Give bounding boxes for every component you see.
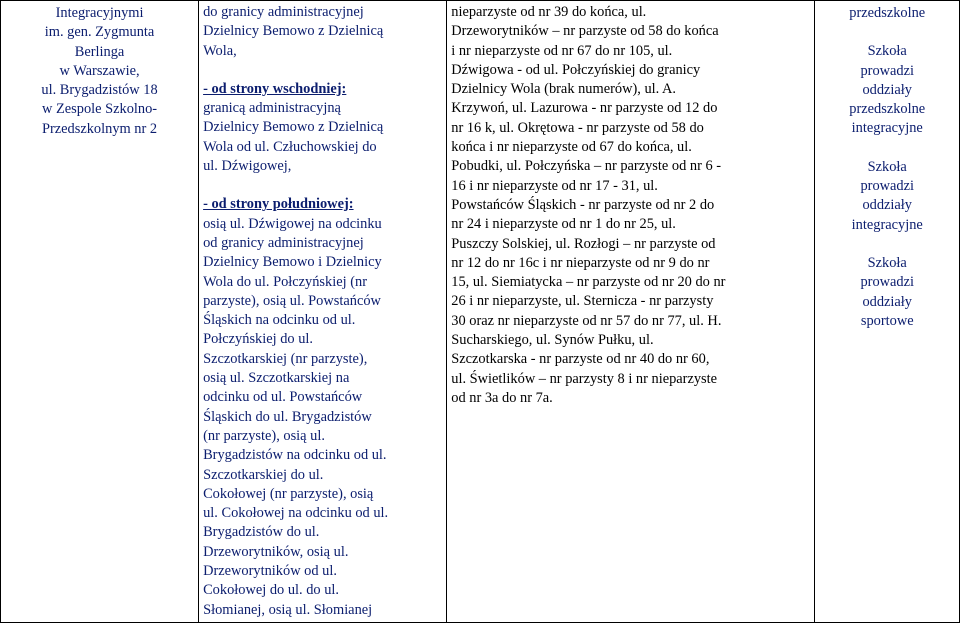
street-line: Krzywoń, ul. Lazurowa - nr parzyste od 12 do <box>451 100 718 117</box>
street-line: ul. Świetlików – nr parzysty 8 i nr nieparzyste <box>451 370 718 387</box>
street-line: końca i nr nieparzyste od 67 do końca, ul. <box>451 139 692 156</box>
spacer <box>819 23 955 42</box>
boundary-line: Wola do ul. Połczyńskiej (nr <box>203 273 367 290</box>
boundary-line: do granicy administracyjnej <box>203 4 364 20</box>
type-line: oddziały <box>862 293 913 310</box>
boundary-line: parzyste), osią ul. Powstańców <box>203 292 381 309</box>
street-line: nr 16 k, ul. Okrętowa - nr parzyste od 58 do <box>451 119 704 136</box>
boundary-line: Brygadzistów na odcinku od ul. <box>203 447 387 464</box>
boundaries-cell <box>199 1 447 623</box>
street-line: Dźwigowa - od ul. Połczyńskiej do granicy <box>451 61 701 78</box>
type-line: przedszkolne <box>849 5 926 21</box>
street-line: 26 i nr nieparzyste, ul. Sternicza - nr parzysty <box>451 293 714 310</box>
boundary-line: ul. Dźwigowej, <box>203 158 292 175</box>
type-line: przedszkolne <box>849 101 926 118</box>
boundary-line: Wola od ul. Człuchowskiej do <box>203 138 377 155</box>
south-heading: - od strony południowej: <box>203 196 354 213</box>
boundary-line: ul. Cokołowej na odcinku od ul. <box>203 505 389 522</box>
street-line: nr 12 do nr 16c i nr nieparzyste od nr 9 do nr <box>451 254 710 271</box>
school-line: Berlinga <box>74 43 125 60</box>
type-line: oddziały <box>862 81 913 98</box>
type-line: Szkoła <box>867 254 907 271</box>
street-line: Sucharskiego, ul. Synów Pułku, ul. <box>451 332 654 349</box>
type-line: Szkoła <box>867 43 907 60</box>
type-line: prowadzi <box>860 62 914 79</box>
boundary-line: Dzielnicy Bemowo i Dzielnicy <box>203 254 382 271</box>
spacer <box>203 176 442 195</box>
school-line: w Zespole Szkolno- <box>41 101 158 118</box>
boundary-line: Wola, <box>203 42 237 59</box>
boundary-line: od granicy administracyjnej <box>203 234 364 251</box>
boundary-line: Drzeworytników, osią ul. <box>203 543 349 560</box>
boundary-line: granicą administracyjną <box>203 100 341 117</box>
type-line: prowadzi <box>860 274 914 291</box>
street-line: 15, ul. Siemiatycka – nr parzyste od nr 20 do nr <box>451 274 726 291</box>
boundary-line: Szczotkarskiej do ul. <box>203 466 324 483</box>
east-heading: - od strony wschodniej: <box>203 80 347 97</box>
boundary-line: odcinku od ul. Powstańców <box>203 389 363 406</box>
school-type-cell <box>815 1 960 623</box>
boundary-line: Brygadzistów do ul. <box>203 524 320 541</box>
street-line: Dzielnicy Wola (brak numerów), ul. A. <box>451 81 677 98</box>
boundary-line: Śląskich do ul. Brygadzistów <box>203 408 372 425</box>
school-name-cell <box>1 1 199 623</box>
boundary-line: Dzielnicy Bemowo z Dzielnicą <box>203 23 384 40</box>
spacer <box>819 235 955 254</box>
street-line: i nr nieparzyste od nr 67 do nr 105, ul. <box>451 42 673 59</box>
table-row <box>1 1 960 623</box>
boundary-line: Dzielnicy Bemowo z Dzielnicą <box>203 119 384 136</box>
boundary-line: Połczyńskiej do ul. <box>203 331 313 348</box>
boundary-line: Drzeworytników od ul. <box>203 563 337 580</box>
type-line: prowadzi <box>860 178 914 195</box>
school-line: im. gen. Zygmunta <box>44 24 155 41</box>
school-line: Przedszkolnym nr 2 <box>41 120 158 137</box>
boundary-line: osią ul. Dźwigowej na odcinku <box>203 215 382 232</box>
street-line: Puszczy Solskiej, ul. Rozłogi – nr parzyste od <box>451 235 716 252</box>
street-line: 16 i nr nieparzyste od nr 17 - 31, ul. <box>451 177 658 194</box>
spacer <box>819 139 955 158</box>
street-line: od nr 3a do nr 7a. <box>451 389 553 406</box>
school-line: Integracyjnymi <box>55 5 144 21</box>
boundary-line: Śląskich na odcinku od ul. <box>203 312 356 329</box>
boundary-line: Słomianej, osią ul. Słomianej <box>203 601 373 618</box>
type-line: Szkoła <box>867 158 907 175</box>
type-line: integracyjne <box>851 216 923 233</box>
type-line: integracyjne <box>851 120 923 137</box>
street-line: Szczotkarska - nr parzyste od nr 40 do nr 60, <box>451 351 710 368</box>
boundary-line: Cokołowej do ul. do ul. <box>203 582 339 599</box>
type-line: oddziały <box>862 197 913 214</box>
street-line: Pobudki, ul. Połczyńska – nr parzyste od nr 6 - <box>451 158 722 175</box>
boundary-line: Cokołowej (nr parzyste), osią <box>203 485 374 502</box>
streets-cell <box>447 1 815 623</box>
street-line: Powstańców Śląskich - nr parzyste od nr 2 do <box>451 196 715 213</box>
type-line: sportowe <box>860 312 914 329</box>
spacer <box>203 61 442 80</box>
street-line: nr 24 i nieparzyste od nr 1 do nr 25, ul. <box>451 216 676 233</box>
street-line: nieparzyste od nr 39 do końca, ul. <box>451 4 647 20</box>
boundary-line: Szczotkarskiej (nr parzyste), <box>203 350 368 367</box>
school-line: ul. Brygadzistów 18 <box>41 82 158 99</box>
school-line: w Warszawie, <box>59 62 140 79</box>
boundary-line: (nr parzyste), osią ul. <box>203 427 325 444</box>
boundary-line: osią ul. Szczotkarskiej na <box>203 370 350 387</box>
street-line: 30 oraz nr nieparzyste od nr 57 do nr 77, ul. H. <box>451 312 722 329</box>
street-line: Drzeworytników – nr parzyste od 58 do końca <box>451 23 719 40</box>
